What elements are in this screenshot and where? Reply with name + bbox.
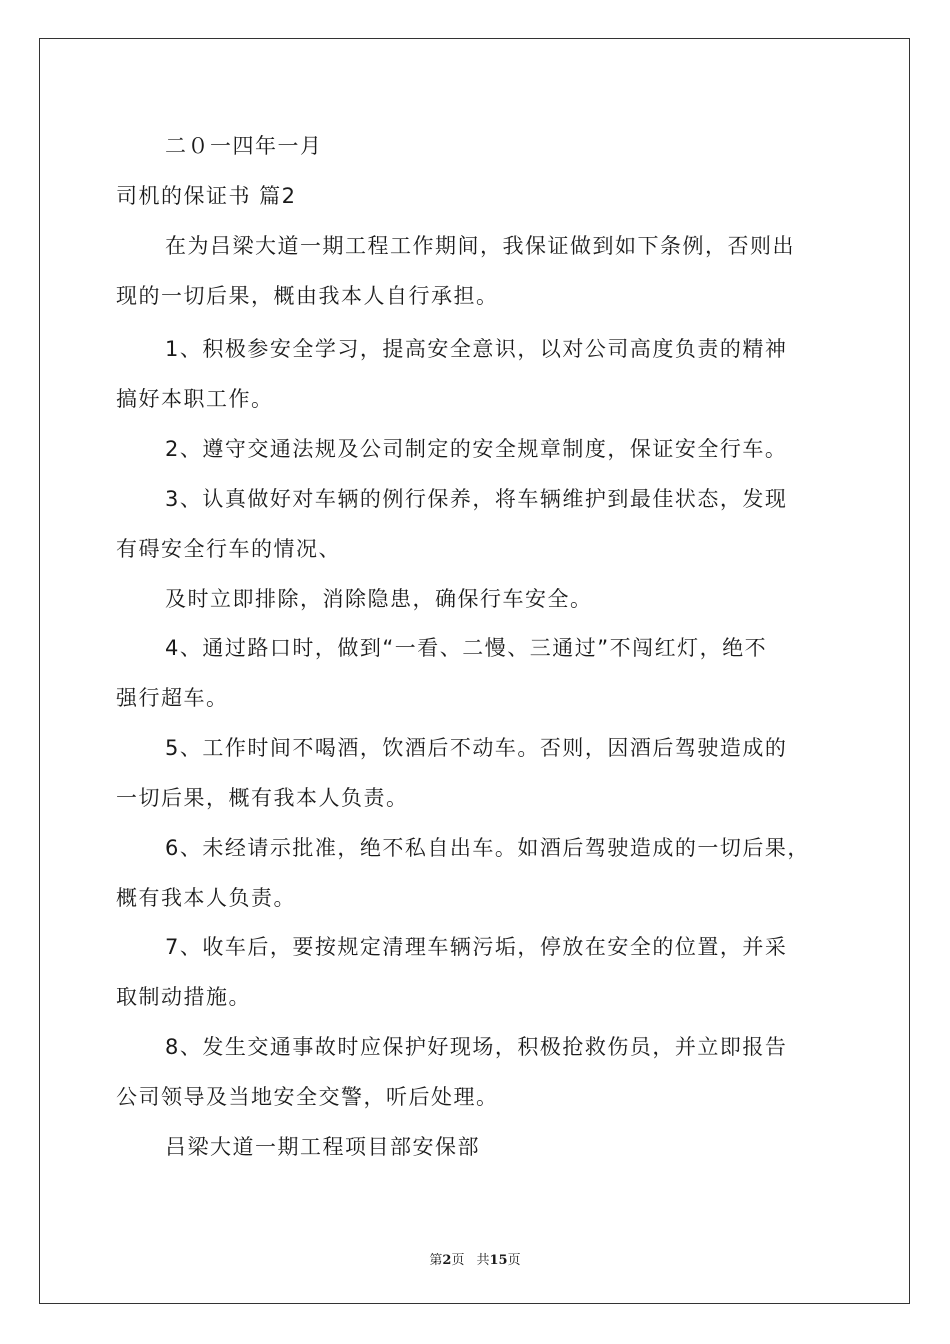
paragraph-line: 取制动措施。 — [116, 985, 251, 1009]
footer-total-pages: 15 — [489, 1253, 508, 1268]
paragraph-line: 搞好本职工作。 — [116, 387, 274, 411]
paragraph-line: 7、收车后，要按规定清理车辆污垢，停放在安全的位置，并采 — [165, 935, 788, 959]
paragraph-line: 公司领导及当地安全交警，听后处理。 — [116, 1085, 499, 1109]
paragraph-line: 概有我本人负责。 — [116, 886, 296, 910]
paragraph-line: 一切后果，概有我本人负责。 — [116, 786, 409, 810]
paragraph-line: 及时立即排除，消除隐患，确保行车安全。 — [165, 587, 593, 611]
paragraph-line: 强行超车。 — [116, 686, 229, 710]
section-heading: 司机的保证书 篇2 — [116, 184, 297, 208]
paragraph-line: 1、积极参安全学习，提高安全意识，以对公司高度负责的精神 — [165, 337, 788, 361]
paragraph-line: 2、遵守交通法规及公司制定的安全规章制度，保证安全行车。 — [165, 437, 788, 461]
paragraph-line: 3、认真做好对车辆的例行保养，将车辆维护到最佳状态，发现 — [165, 487, 788, 511]
signature-line: 吕梁大道一期工程项目部安保部 — [165, 1135, 480, 1159]
paragraph-line: 4、通过路口时，做到“一看、二慢、三通过”不闯红灯，绝不 — [165, 636, 768, 660]
paragraph-line: 8、发生交通事故时应保护好现场，积极抢救伤员，并立即报告 — [165, 1035, 788, 1059]
page-footer — [0, 1249, 950, 1268]
paragraph-line: 有碍安全行车的情况、 — [116, 537, 341, 561]
footer-page-prefix: 第 — [429, 1253, 443, 1268]
footer-page-suffix: 页 — [451, 1253, 465, 1268]
paragraph-line: 5、工作时间不喝酒，饮酒后不动车。否则，因酒后驾驶造成的 — [165, 736, 788, 760]
date-line: 二０一四年一月 — [165, 134, 323, 158]
footer-total-suffix: 页 — [507, 1253, 521, 1268]
paragraph-line: 在为吕梁大道一期工程工作期间，我保证做到如下条例，否则出 — [165, 234, 795, 258]
footer-page-number: 2 — [442, 1253, 452, 1268]
paragraph-line: 现的一切后果，概由我本人自行承担。 — [116, 284, 499, 308]
page-frame — [39, 38, 910, 1304]
footer-total-prefix: 共 — [476, 1253, 490, 1268]
paragraph-line: 6、未经请示批准，绝不私自出车。如酒后驾驶造成的一切后果， — [165, 836, 810, 860]
